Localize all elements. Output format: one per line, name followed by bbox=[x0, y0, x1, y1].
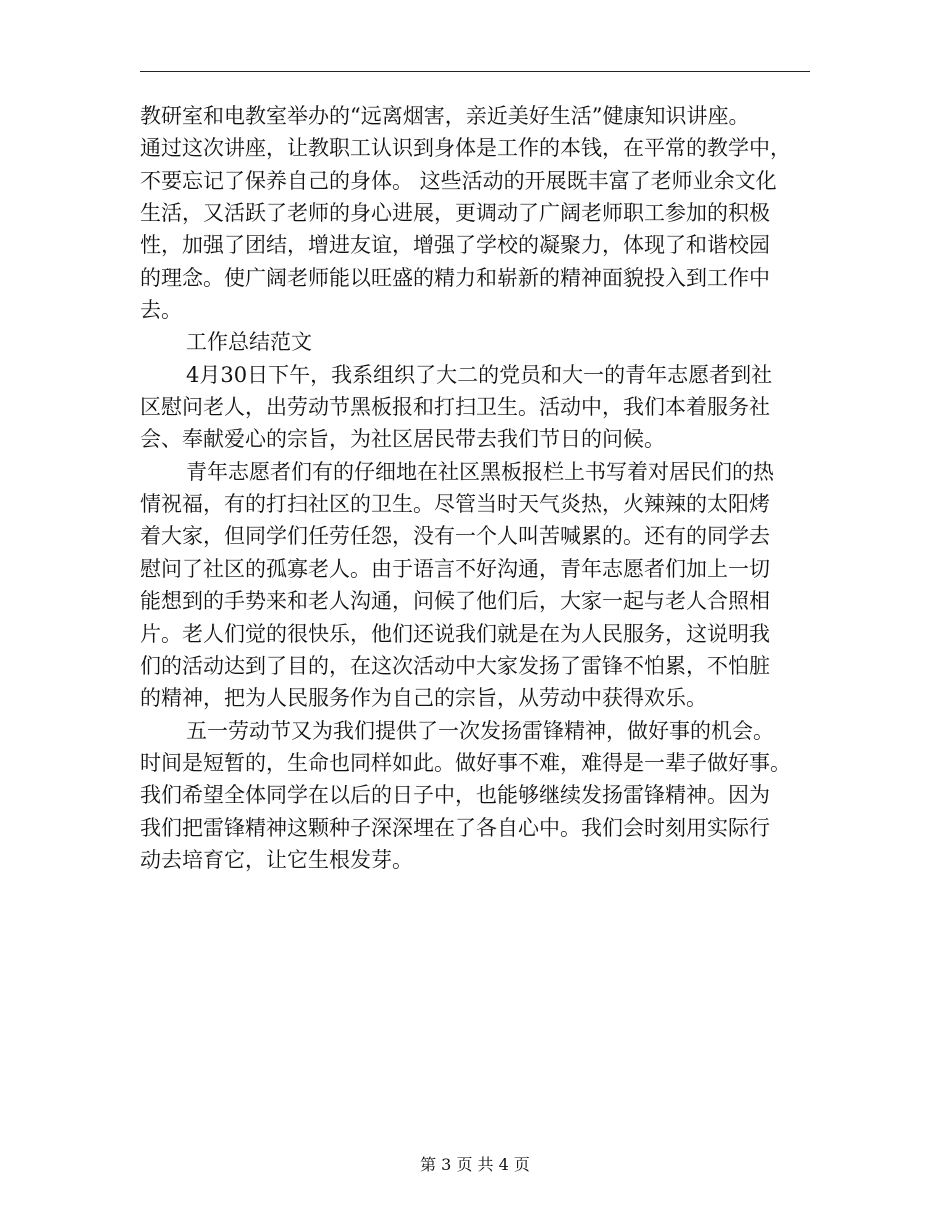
text-line: 会、奉献爱心的宗旨，为社区居民带去我们节日的问候。 bbox=[140, 427, 665, 452]
text-line: 通过这次讲座，让教职工认识到身体是工作的本钱，在平常的教学中， bbox=[140, 136, 791, 161]
header-rule bbox=[140, 71, 810, 72]
text-line: 着大家，但同学们任劳任怨，没有一个人叫苦喊累的。还有的同学去 bbox=[140, 524, 770, 549]
text-line: 工作总结范文 bbox=[186, 330, 312, 355]
document-body bbox=[140, 100, 810, 876]
text-line: 教研室和电教室举办的“远离烟害，亲近美好生活”健康知识讲座。 bbox=[140, 104, 750, 128]
text-line: 慰问了社区的孤寡老人。由于语言不好沟通，青年志愿者们加上一切 bbox=[140, 556, 770, 581]
text-line: 4月30日下午，我系组织了大二的党员和大一的青年志愿者到社 bbox=[186, 362, 773, 387]
text-line: 去。 bbox=[140, 298, 182, 323]
text-line: 情祝福，有的打扫社区的卫生。尽管当时天气炎热，火辣辣的太阳烤 bbox=[140, 492, 770, 517]
text-line: 们的活动达到了目的，在这次活动中大家发扬了雷锋不怕累，不怕脏 bbox=[140, 653, 770, 678]
text-line: 时间是短暂的，生命也同样如此。做好事不难，难得是一辈子做好事。 bbox=[140, 750, 791, 775]
text-line: 片。老人们觉的很快乐，他们还说我们就是在为人民服务，这说明我 bbox=[140, 621, 770, 646]
text-line: 的理念。使广阔老师能以旺盛的精力和崭新的精神面貌投入到工作中 bbox=[140, 265, 770, 290]
text-line: 生活，又活跃了老师的身心进展，更调动了广阔老师职工参加的积极 bbox=[140, 201, 770, 226]
text-line: 动去培育它，让它生根发芽。 bbox=[140, 847, 413, 872]
text-line: 的精神，把为人民服务作为自己的宗旨，从劳动中获得欢乐。 bbox=[140, 686, 707, 711]
text-line: 我们把雷锋精神这颗种子深深埋在了各自心中。我们会时刻用实际行 bbox=[140, 815, 770, 840]
text-line: 能想到的手势来和老人沟通，问候了他们后，大家一起与老人合照相 bbox=[140, 589, 770, 614]
text-line: 五一劳动节又为我们提供了一次发扬雷锋精神，做好事的机会。 bbox=[186, 718, 774, 743]
text-line: 性，加强了团结，增进友谊，增强了学校的凝聚力，体现了和谐校园 bbox=[140, 233, 770, 258]
text-line: 我们希望全体同学在以后的日子中，也能够继续发扬雷锋精神。因为 bbox=[140, 783, 770, 808]
text-line: 青年志愿者们有的仔细地在社区黑板报栏上书写着对居民们的热 bbox=[186, 459, 774, 484]
text-line: 不要忘记了保养自己的身体。 这些活动的开展既丰富了老师业余文化 bbox=[140, 168, 777, 193]
page-footer: 第 3 页 共 4 页 bbox=[420, 1155, 530, 1174]
text-line: 区慰问老人，出劳动节黑板报和打扫卫生。活动中，我们本着服务社 bbox=[140, 395, 770, 420]
